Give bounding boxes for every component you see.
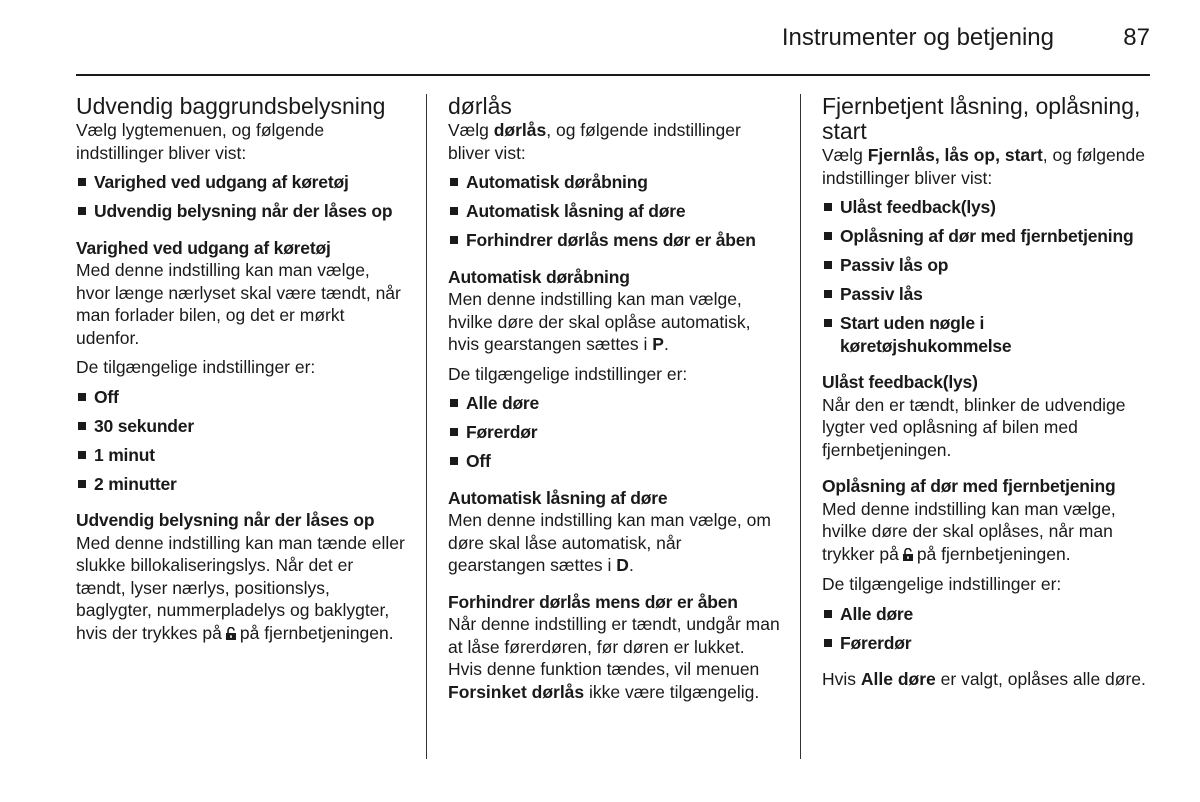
settings-list: [822, 196, 1154, 357]
list-item: Off: [448, 450, 782, 473]
header-title: Instrumenter og betjening: [781, 24, 1054, 51]
column-3: [822, 94, 1154, 698]
options-list: [448, 392, 782, 473]
body-text: Når denne indstilling er tændt, undgår man at låse førerdøren, før døren er lukket. Hvis denne funktion tændes, vil menuen Forsinket dørlås ikke være tilgængelig.: [448, 614, 780, 702]
bullet-icon: [450, 207, 458, 215]
options-list: [822, 603, 1154, 655]
body-text: Når den er tændt, blinker de udvendige lygter ved oplåsning af bilen med fjernbetjeningen.: [822, 394, 1126, 460]
bullet-icon: [824, 319, 832, 327]
subsection-title: Varighed ved udgang af køretøj: [76, 237, 331, 258]
bullet-icon: [824, 610, 832, 618]
list-item: Off: [76, 386, 406, 409]
list-item: Oplåsning af dør med fjernbetjening: [822, 225, 1154, 248]
bullet-icon: [78, 178, 86, 186]
unlock-icon: [902, 544, 914, 567]
body-text: Med denne indstilling kan man tænde eller slukke billokaliseringslys. Når det er tændt, lyser nærlys, positionslys, baglygter, nummerpladelys og baklygter, hvis der trykkes på på fjernbetjeningen.: [76, 532, 406, 646]
header-divider: [76, 74, 1150, 76]
bullet-icon: [450, 236, 458, 244]
list-item: Passiv lås op: [822, 254, 1154, 277]
list-item: Førerdør: [822, 632, 1154, 655]
bullet-icon: [450, 178, 458, 186]
bullet-icon: [450, 399, 458, 407]
intro-text: Vælg lygtemenuen, og følgende indstillinger bliver vist:: [76, 120, 325, 163]
intro-text: Vælg Fjernlås, lås op, start, og følgende indstillinger bliver vist:: [822, 145, 1145, 188]
section-heading: dørlås: [448, 93, 512, 119]
subsection-title: Oplåsning af dør med fjernbetjening: [822, 476, 1116, 496]
list-item: Varighed ved udgang af køretøj: [76, 171, 406, 194]
intro-text: Vælg dørlås, og følgende indstillinger bliver vist:: [448, 120, 741, 163]
bullet-icon: [78, 480, 86, 488]
list-item: Automatisk låsning af døre: [448, 200, 782, 223]
list-item: Ulåst feedback(lys): [822, 196, 1154, 219]
subsection-title: Udvendig belysning når der låses op: [76, 510, 375, 530]
body-text: Med denne indstilling kan man vælge, hvor længe nærlyset skal være tændt, når man forlader bilen, og det er mørkt udenfor.: [76, 260, 401, 348]
bullet-icon: [450, 457, 458, 465]
list-item: Forhindrer dørlås mens dør er åben: [448, 229, 782, 252]
list-item: Automatisk døråbning: [448, 171, 782, 194]
settings-list: [76, 171, 406, 223]
body-text: Med denne indstilling kan man vælge, hvilke døre der skal oplåses, når man trykker på på fjernbetjeningen.: [822, 498, 1154, 567]
column-divider: [426, 94, 427, 759]
settings-list: [448, 171, 782, 252]
list-item: Udvendig belysning når der låses op: [76, 200, 406, 223]
bullet-icon: [824, 261, 832, 269]
section-heading: Udvendig baggrundsbelysning: [76, 93, 386, 119]
bullet-icon: [824, 639, 832, 647]
list-item: Alle døre: [448, 392, 782, 415]
subsection-title: Ulåst feedback(lys): [822, 372, 978, 392]
list-item: Førerdør: [448, 421, 782, 444]
page-header: [76, 24, 1150, 54]
column-2: [448, 94, 782, 710]
options-intro: De tilgængelige indstillinger er:: [448, 363, 688, 384]
body-text: Men denne indstilling kan man vælge, om døre skal låse automatisk, når gearstangen sættes i D.: [448, 510, 771, 575]
bullet-icon: [824, 290, 832, 298]
list-item: Passiv lås: [822, 283, 1154, 306]
column-1: [76, 94, 406, 652]
list-item: 1 minut: [76, 444, 406, 467]
body-text: Men denne indstilling kan man vælge, hvilke døre der skal oplåse automatisk, hvis gearstangen sættes i P.: [448, 289, 751, 354]
options-intro: De tilgængelige indstillinger er:: [76, 357, 316, 377]
list-item: 2 minutter: [76, 473, 406, 496]
bullet-icon: [824, 203, 832, 211]
list-item: Start uden nøgle i køretøjshukommelse: [822, 312, 1154, 357]
options-intro: De tilgængelige indstillinger er:: [822, 574, 1062, 594]
subsection-title: Automatisk døråbning: [448, 266, 630, 287]
bullet-icon: [824, 232, 832, 240]
bullet-icon: [78, 422, 86, 430]
subsection-title: Automatisk låsning af døre: [448, 487, 668, 508]
column-divider: [800, 94, 801, 759]
section-heading: Fjernbetjent låsning, oplåsning, start: [822, 93, 1141, 144]
list-item: Alle døre: [822, 603, 1154, 626]
bullet-icon: [78, 393, 86, 401]
page-number: 87: [1123, 24, 1150, 51]
note-text: Hvis Alle døre er valgt, oplåses alle døre.: [822, 669, 1146, 689]
unlock-icon: [225, 623, 237, 646]
bullet-icon: [450, 428, 458, 436]
list-item: 30 sekunder: [76, 415, 406, 438]
bullet-icon: [78, 451, 86, 459]
options-list: [76, 386, 406, 496]
subsection-title: Forhindrer dørlås mens dør er åben: [448, 591, 738, 612]
bullet-icon: [78, 207, 86, 215]
